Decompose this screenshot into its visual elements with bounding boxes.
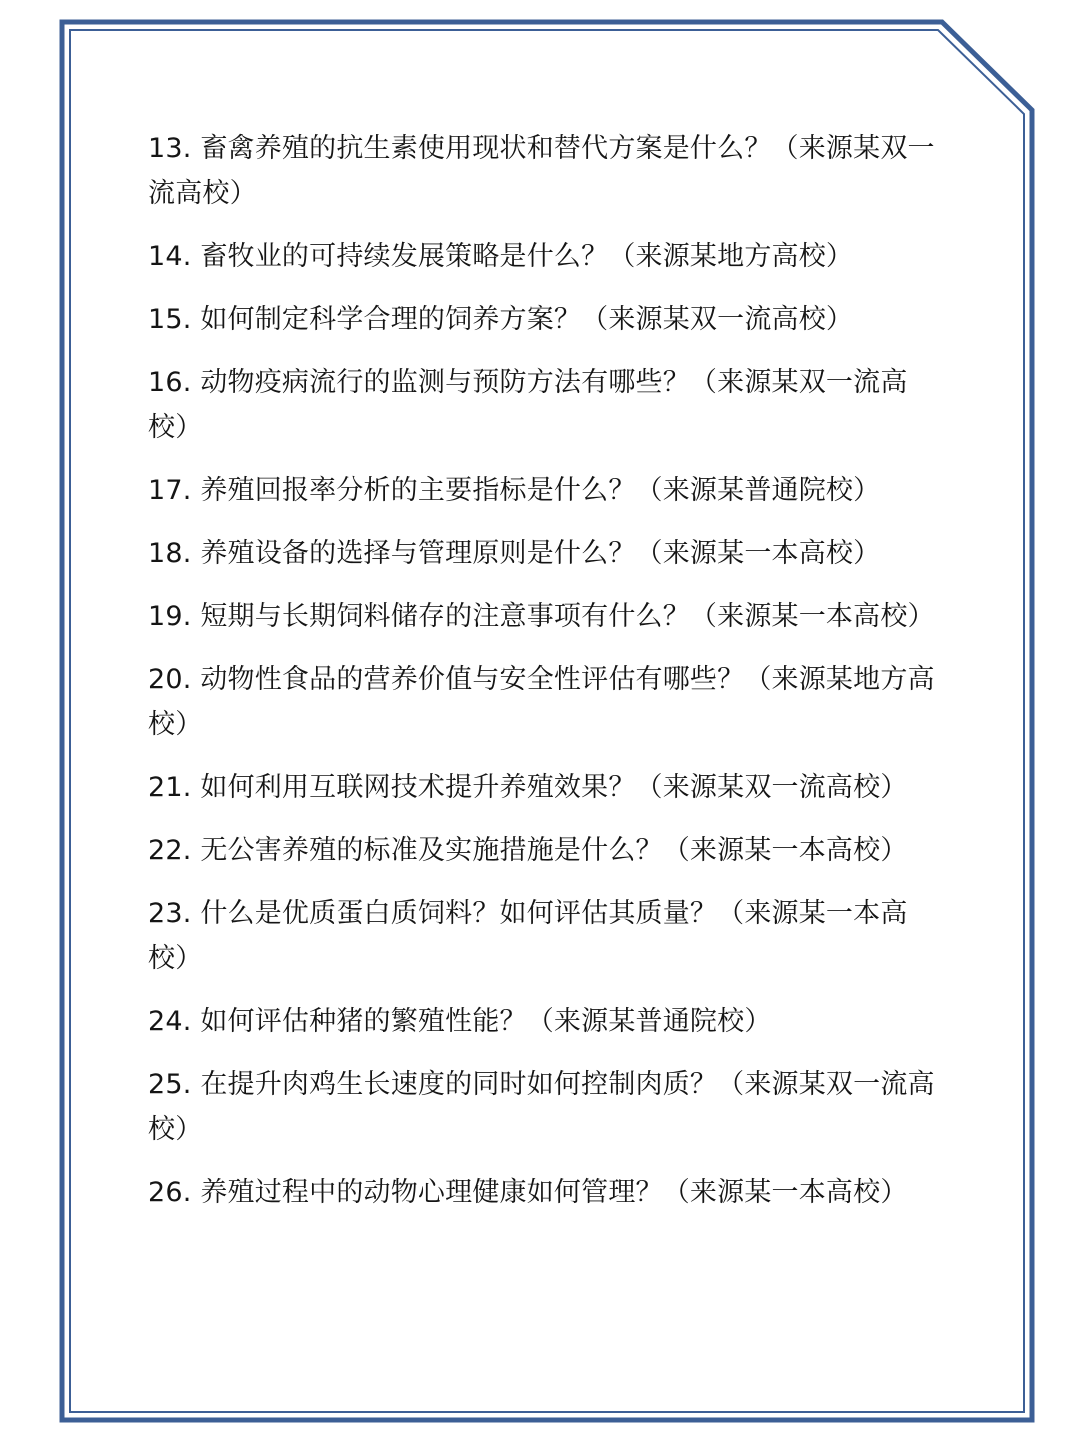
- question-item-20: 20. 动物性食品的营养价值与安全性评估有哪些？（来源某地方高校）: [148, 664, 935, 740]
- question-item-19: 19. 短期与长期饲料储存的注意事项有什么？（来源某一本高校）: [148, 601, 935, 632]
- question-list: [148, 126, 948, 1233]
- question-item-13: 13. 畜禽养殖的抗生素使用现状和替代方案是什么？（来源某双一流高校）: [148, 133, 935, 209]
- question-item-18: 18. 养殖设备的选择与管理原则是什么？（来源某一本高校）: [148, 538, 881, 569]
- question-item-14: 14. 畜牧业的可持续发展策略是什么？（来源某地方高校）: [148, 241, 854, 272]
- question-item-26: 26. 养殖过程中的动物心理健康如何管理？（来源某一本高校）: [148, 1177, 908, 1208]
- question-item-16: 16. 动物疫病流行的监测与预防方法有哪些？（来源某双一流高校）: [148, 367, 908, 443]
- question-item-15: 15. 如何制定科学合理的饲养方案？（来源某双一流高校）: [148, 304, 854, 335]
- question-item-21: 21. 如何利用互联网技术提升养殖效果？（来源某双一流高校）: [148, 772, 908, 803]
- question-item-17: 17. 养殖回报率分析的主要指标是什么？（来源某普通院校）: [148, 475, 881, 506]
- question-item-22: 22. 无公害养殖的标准及实施措施是什么？（来源某一本高校）: [148, 835, 908, 866]
- question-item-23: 23. 什么是优质蛋白质饲料？如何评估其质量？（来源某一本高校）: [148, 898, 908, 974]
- question-item-24: 24. 如何评估种猪的繁殖性能？（来源某普通院校）: [148, 1006, 772, 1037]
- question-item-25: 25. 在提升肉鸡生长速度的同时如何控制肉质？（来源某双一流高校）: [148, 1069, 935, 1145]
